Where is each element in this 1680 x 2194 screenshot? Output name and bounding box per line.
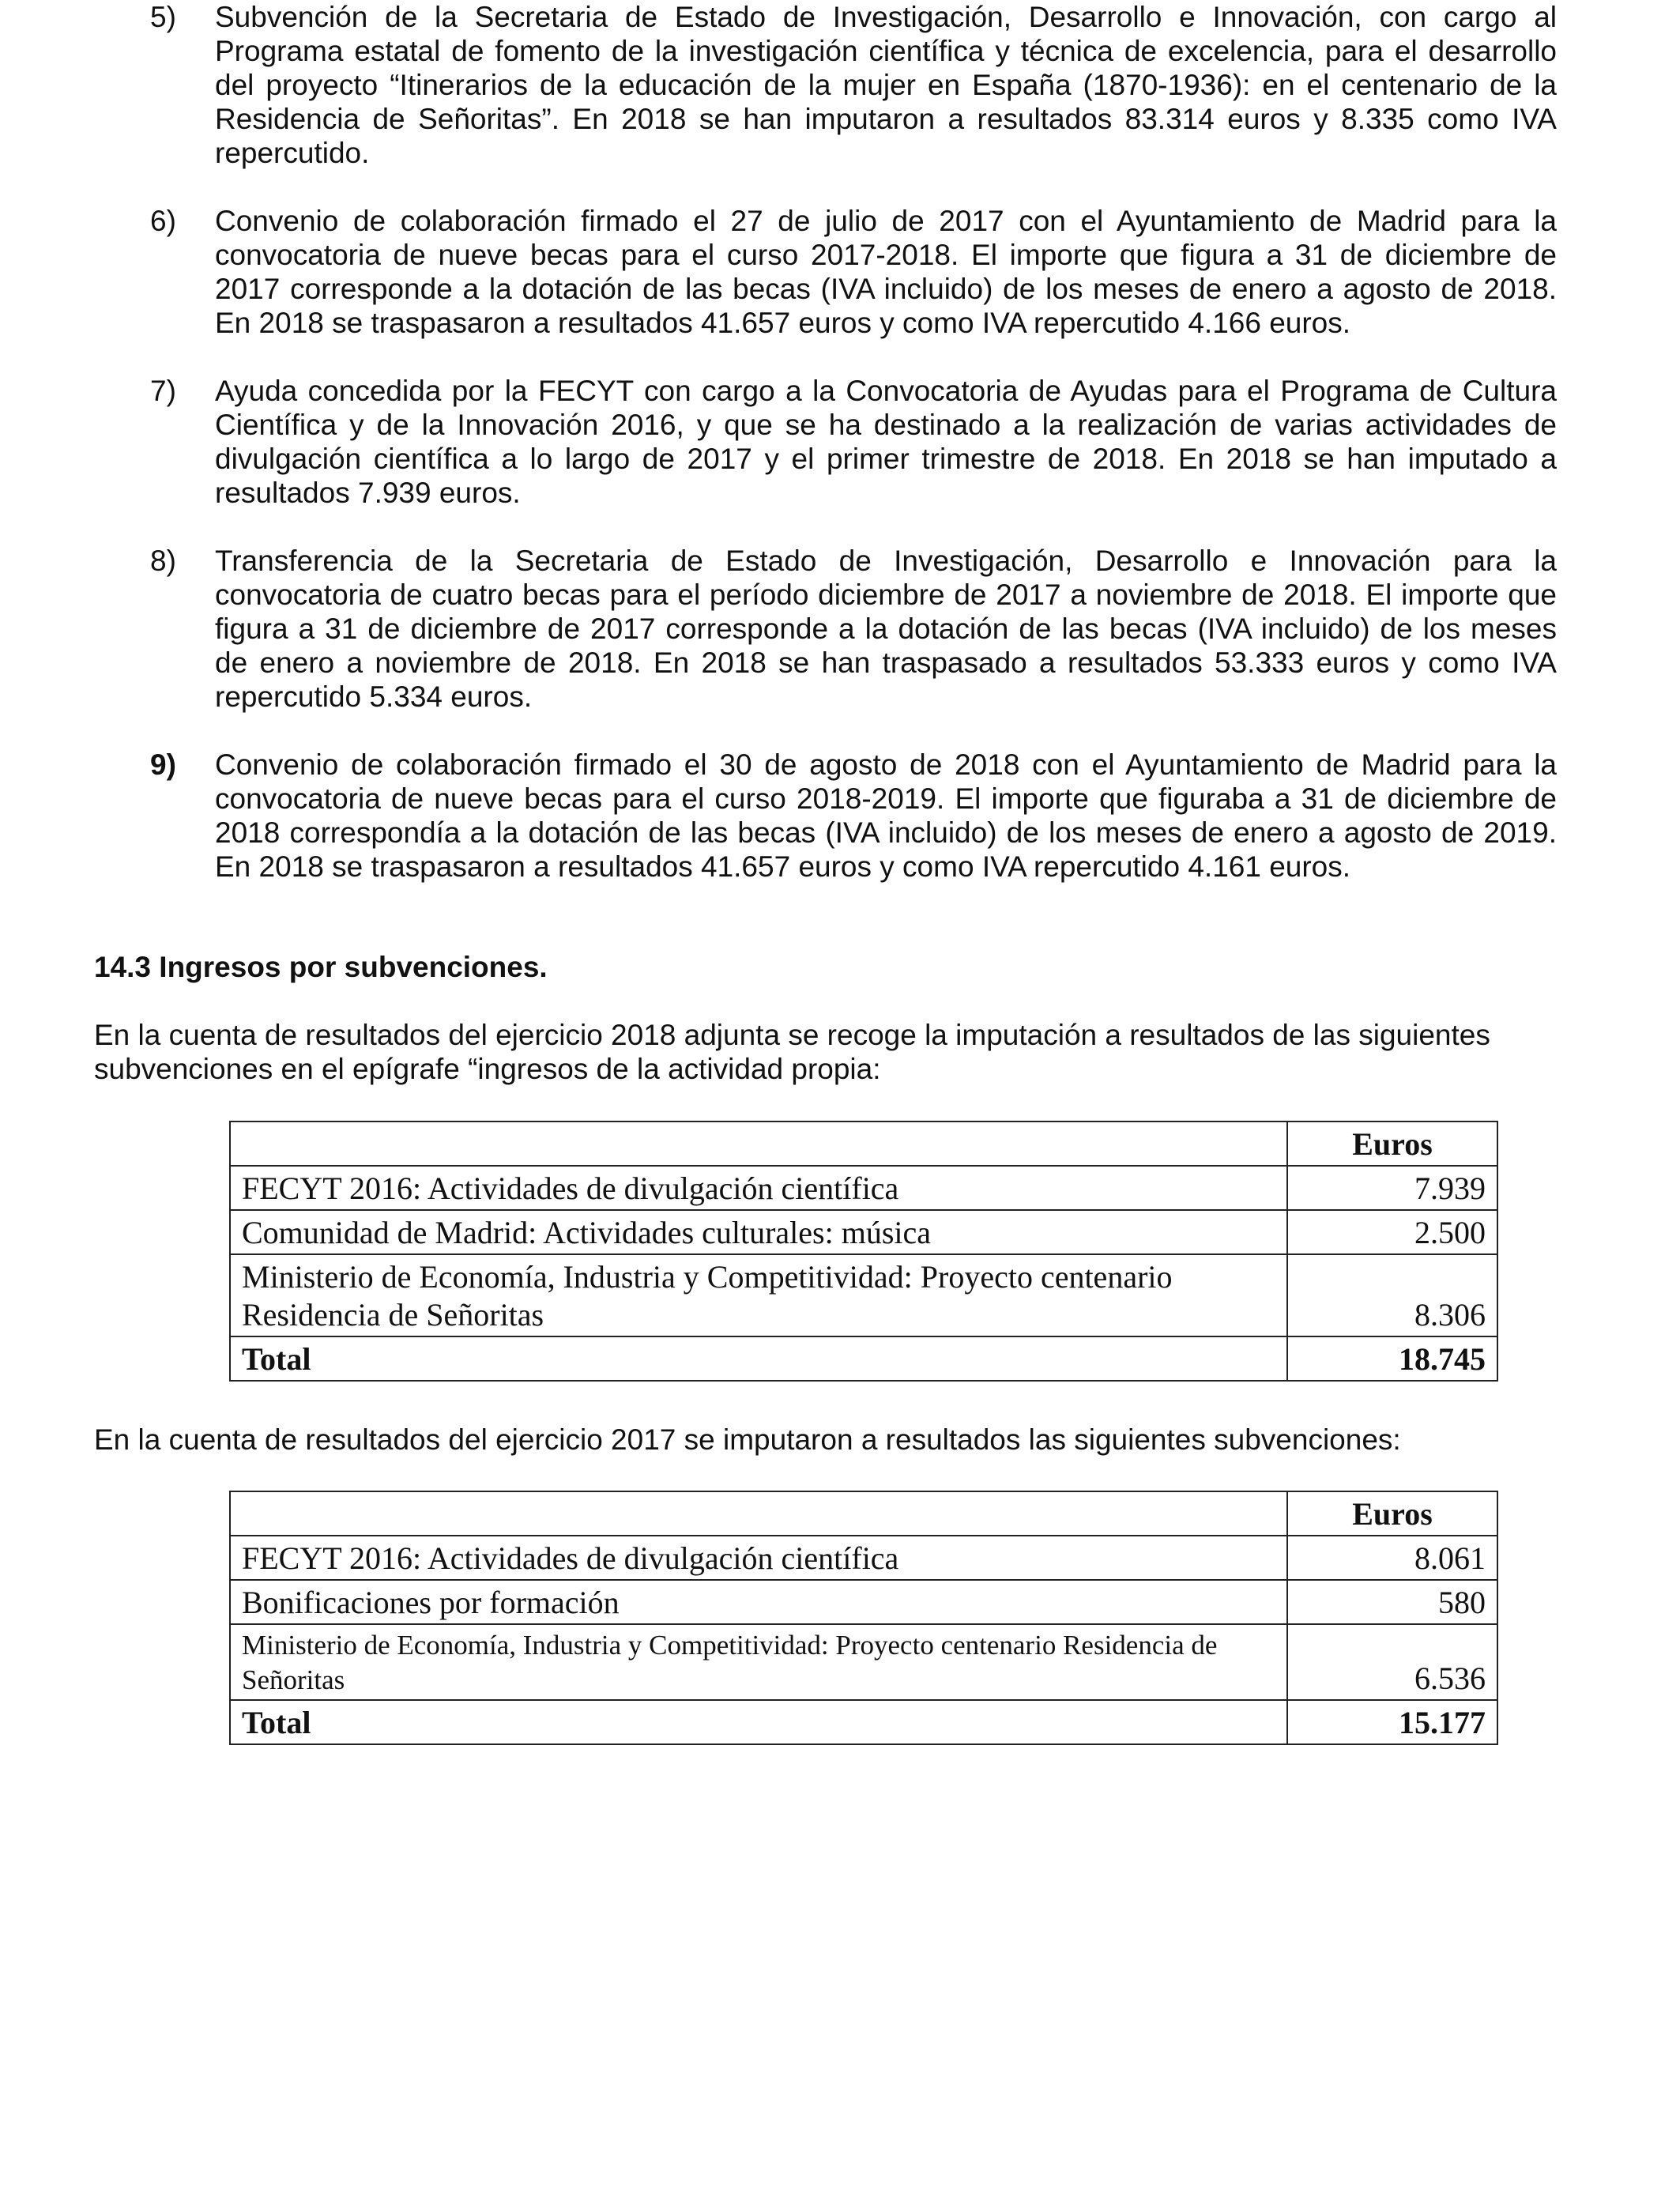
note-number: 6)	[150, 205, 176, 237]
note-item-8	[150, 544, 1557, 714]
table-row	[230, 1166, 1497, 1210]
note-text: Ayuda concedida por la FECYT con cargo a la Convocatoria de Ayudas para el Programa de Cultura Científica y de la Innovación 2016, y que se ha destinado a la realización de varias actividades de divulgación científica a lo largo de 2017 y el primer trimestre de 2018. En 2018 se han imputado a resultados 7.939 euros.	[215, 375, 1557, 509]
note-item-6	[150, 204, 1557, 340]
concept-cell: Ministerio de Economía, Industria y Competitividad: Proyecto centenario Residencia de Señoritas	[230, 1254, 1287, 1336]
total-amount-cell: 15.177	[1287, 1700, 1497, 1744]
subsidies-table-2018	[229, 1121, 1498, 1382]
amount-cell: 580	[1287, 1580, 1497, 1624]
amount-cell: 6.536	[1287, 1624, 1497, 1700]
note-text: Convenio de colaboración firmado el 30 de agosto de 2018 con el Ayuntamiento de Madrid para la convocatoria de nueve becas para el curso 2018-2019. El importe que figuraba a 31 de diciembre de 2018 correspondía a la dotación de las becas (IVA incluido) de los meses de enero a agosto de 2019. En 2018 se traspasaron a resultados 41.657 euros y como IVA repercutido 4.161 euros.	[215, 748, 1557, 883]
total-row	[230, 1336, 1497, 1381]
header-amount-cell: Euros	[1287, 1122, 1497, 1166]
header-concept-cell	[230, 1491, 1287, 1536]
notes-list	[150, 0, 1557, 918]
concept-cell: Ministerio de Economía, Industria y Competitividad: Proyecto centenario Residencia de Señoritas	[230, 1624, 1287, 1700]
total-row	[230, 1700, 1497, 1744]
concept-cell: Bonificaciones por formación	[230, 1580, 1287, 1624]
note-number: 9)	[150, 748, 176, 781]
header-concept-cell	[230, 1122, 1287, 1166]
amount-cell: 8.061	[1287, 1536, 1497, 1580]
concept-cell: FECYT 2016: Actividades de divulgación científica	[230, 1536, 1287, 1580]
total-amount-cell: 18.745	[1287, 1336, 1497, 1381]
note-item-5	[150, 0, 1557, 170]
note-text: Subvención de la Secretaria de Estado de Investigación, Desarrollo e Innovación, con cargo al Programa estatal de fomento de la investigación científica y técnica de excelencia, para el desarrollo del proyecto “Itinerarios de la educación de la mujer en España (1870-1936): en el centenario de la Residencia de Señoritas”. En 2018 se han imputaron a resultados 83.314 euros y 8.335 como IVA repercutido.	[215, 1, 1557, 169]
table-row	[230, 1580, 1497, 1624]
concept-cell: Comunidad de Madrid: Actividades culturales: música	[230, 1210, 1287, 1254]
table-row	[230, 1536, 1497, 1580]
header-amount-cell: Euros	[1287, 1491, 1497, 1536]
note-text: Transferencia de la Secretaria de Estado de Investigación, Desarrollo e Innovación para la convocatoria de cuatro becas para el período diciembre de 2017 a noviembre de 2018. El importe que figura a 31 de diciembre de 2017 corresponde a la dotación de las becas (IVA incluido) de los meses de enero a noviembre de 2018. En 2018 se han traspasado a resultados 53.333 euros y como IVA repercutido 5.334 euros.	[215, 545, 1557, 713]
subsidies-table-2017	[229, 1491, 1498, 1745]
section-heading: 14.3 Ingresos por subvenciones.	[94, 951, 548, 983]
note-item-9	[150, 748, 1557, 884]
note-number: 8)	[150, 545, 176, 577]
table-header-row	[230, 1491, 1497, 1536]
total-label-cell: Total	[230, 1336, 1287, 1381]
amount-cell: 8.306	[1287, 1254, 1497, 1336]
table-row	[230, 1210, 1497, 1254]
intro-paragraph-2017: En la cuenta de resultados del ejercicio 2017 se imputaron a resultados las siguientes subvenciones:	[94, 1423, 1401, 1456]
note-item-7	[150, 374, 1557, 510]
amount-cell: 7.939	[1287, 1166, 1497, 1210]
concept-cell: FECYT 2016: Actividades de divulgación científica	[230, 1166, 1287, 1210]
amount-cell: 2.500	[1287, 1210, 1497, 1254]
intro-paragraph-2018: En la cuenta de resultados del ejercicio 2018 adjunta se recoge la imputación a resultados de las siguientes subvenciones en el epígrafe “ingresos de la actividad propia:	[94, 1019, 1490, 1085]
total-label-cell: Total	[230, 1700, 1287, 1744]
table-row	[230, 1624, 1497, 1700]
note-number: 5)	[150, 1, 176, 33]
table-row	[230, 1254, 1497, 1336]
note-text: Convenio de colaboración firmado el 27 de julio de 2017 con el Ayuntamiento de Madrid para la convocatoria de nueve becas para el curso 2017-2018. El importe que figura a 31 de diciembre de 2017 corresponde a la dotación de las becas (IVA incluido) de los meses de enero a agosto de 2018. En 2018 se traspasaron a resultados 41.657 euros y como IVA repercutido 4.166 euros.	[215, 205, 1557, 339]
note-number: 7)	[150, 375, 176, 407]
table-header-row	[230, 1122, 1497, 1166]
